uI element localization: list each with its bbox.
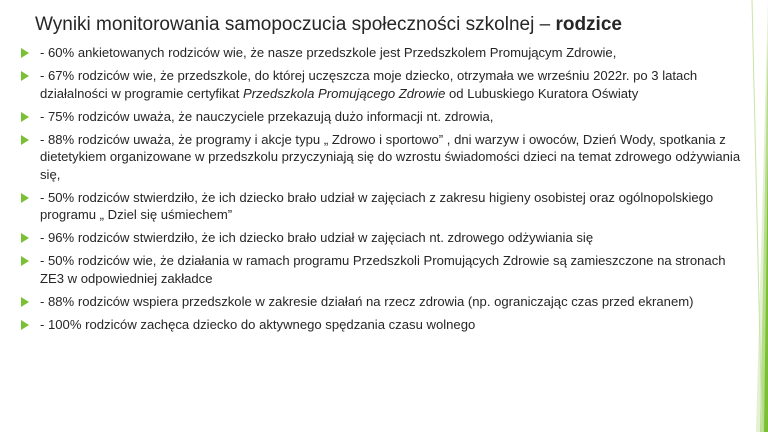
list-item-text: - 67% rodziców wie, że przedszkole, do której uczęszcza moje dziecko, otrzymała we wrześniu 2022r. po 3 latach działalności w programie certyfikat <box>40 68 698 101</box>
list-item-text: - 100% rodziców zachęca dziecko do aktywnego spędzania czasu wolnego <box>40 316 476 332</box>
triangle-right-icon <box>21 233 29 243</box>
title-main: Wyniki monitorowania samopoczucia społeczności szkolnej – <box>35 14 556 35</box>
list-item <box>20 131 745 184</box>
triangle-right-icon <box>21 193 29 203</box>
triangle-right-icon <box>21 71 29 81</box>
list-item <box>20 189 745 224</box>
bullet-list <box>20 44 745 339</box>
list-item-text-end: od Lubuskiego Kuratora Oświaty <box>445 85 639 101</box>
list-item-text: - 50% rodziców wie, że działania w ramach programu Przedszkoli Promujących Zdrowie są zamieszczone na stronach ZE3 w odpowiedniej zakładce <box>40 253 726 286</box>
list-item-text: - 50% rodziców stwierdziło, że ich dziecko brało udział w zajęciach z zakresu higieny osobistej oraz ogólnopolskiego programu „ Dziel się uśmiechem” <box>40 189 714 222</box>
triangle-right-icon <box>21 48 29 58</box>
list-item <box>20 108 745 126</box>
triangle-right-icon <box>21 112 29 122</box>
title-bold: rodzice <box>555 14 622 35</box>
triangle-right-icon <box>21 135 29 145</box>
list-item <box>20 316 745 334</box>
list-item-emphasis: Przedszkola Promującego Zdrowie <box>243 85 446 101</box>
list-item-text: - 75% rodziców uważa, że nauczyciele przekazują dużo informacji nt. zdrowia, <box>40 108 494 124</box>
list-item <box>20 293 745 311</box>
list-item-text: - 96% rodziców stwierdziło, że ich dziecko brało udział w zajęciach nt. zdrowego odżywiania się <box>40 230 594 245</box>
list-item <box>20 44 745 62</box>
list-item-text: - 60% ankietowanych rodziców wie, że nasze przedszkole jest Przedszkolem Promującym Zdrowie, <box>40 45 617 60</box>
triangle-right-icon <box>21 256 29 266</box>
list-item-text: - 88% rodziców uważa, że programy i akcje typu „ Zdrowo i sportowo” , dni warzyw i owoców, Dzień Wody, spotkania z dietetykiem organizowane w przedszkolu przyczyniają się do wzrostu świadomości dzieci na temat zdrowego odżywiania się, <box>40 131 741 182</box>
list-item <box>20 252 745 287</box>
list-item <box>20 67 745 102</box>
decorative-green-stripes <box>748 0 768 432</box>
list-item <box>20 229 745 247</box>
list-item-text: - 88% rodziców wspiera przedszkole w zakresie działań na rzecz zdrowia (np. ograniczając czas przed ekranem) <box>40 293 694 309</box>
triangle-right-icon <box>21 297 29 307</box>
slide-title <box>35 12 735 38</box>
triangle-right-icon <box>21 320 29 330</box>
